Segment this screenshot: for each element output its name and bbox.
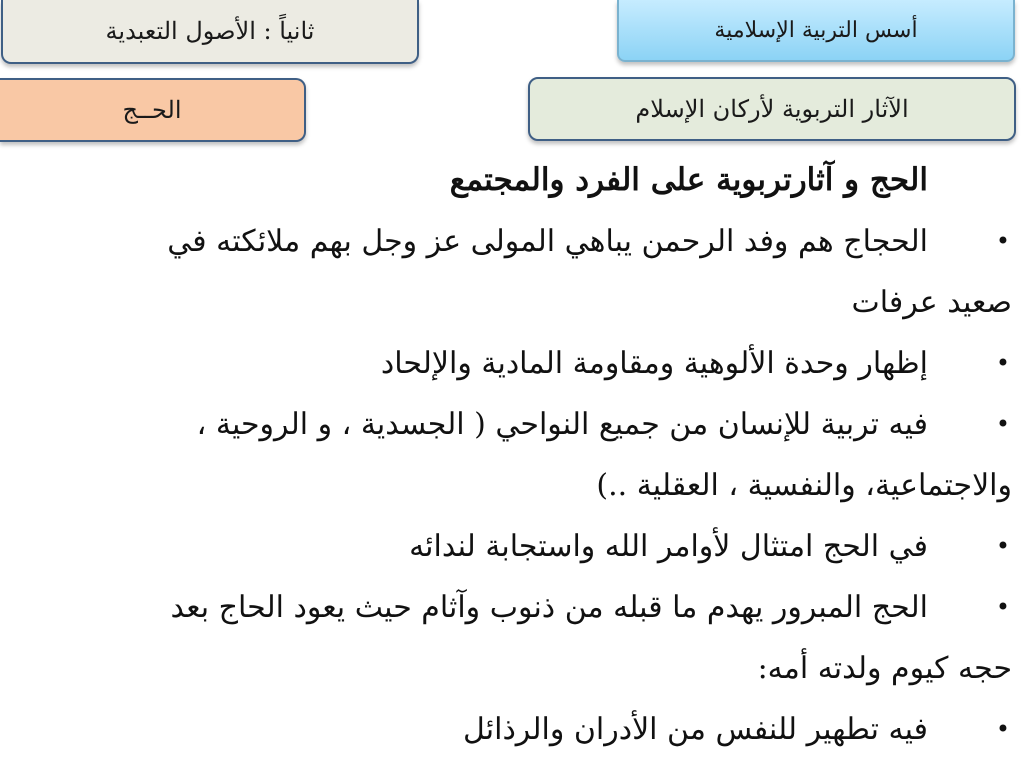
content-heading: الحج و آثارتربوية على الفرد والمجتمع	[449, 162, 928, 198]
bullet-dot: •	[995, 715, 1010, 743]
bullet-dot: •	[995, 593, 1010, 621]
bullet-text: فيه تربية للإنسان من جميع النواحي ( الجسدية ، و الروحية ،	[196, 407, 928, 442]
bullet-item	[46, 516, 1012, 577]
bullet-text: فيه تطهير للنفس من الأدران والرذائل	[463, 712, 928, 747]
topic-title: الحــج	[122, 96, 182, 124]
book-title-box	[617, 0, 1015, 62]
bullet-item	[46, 211, 1012, 333]
bullet-dot: •	[995, 227, 1010, 255]
bullet-item	[46, 394, 1012, 516]
bullet-list	[46, 211, 1012, 760]
bullet-text: إظهار وحدة الألوهية ومقاومة المادية والإلحاد	[380, 346, 928, 381]
bullet-text: الحج المبرور يهدم ما قبله من ذنوب وآثام حيث يعود الحاج بعد	[170, 590, 928, 625]
bullet-dot: •	[995, 349, 1010, 377]
bullet-text: في الحج امتثال لأوامر الله واستجابة لندائه	[409, 529, 928, 564]
slide-content	[46, 150, 1012, 760]
bullet-item	[46, 333, 1012, 394]
unit-title: ثانياً : الأصول التعبدية	[105, 17, 315, 45]
bullet-dot: •	[995, 410, 1010, 438]
bullet-text-continued: والاجتماعية، والنفسية ، العقلية ..)	[596, 468, 1012, 503]
bullet-text-continued: صعيد عرفات	[851, 285, 1012, 320]
bullet-dot: •	[995, 532, 1010, 560]
lesson-title-box	[528, 77, 1016, 141]
unit-title-box	[1, 0, 419, 64]
topic-title-box	[0, 78, 306, 142]
book-title: أسس التربية الإسلامية	[714, 17, 918, 43]
bullet-text-continued: حجه كيوم ولدته أمه:	[757, 651, 1012, 686]
bullet-item	[46, 577, 1012, 699]
bullet-text: الحجاج هم وفد الرحمن يباهي المولى عز وجل بهم ملائكته في	[167, 224, 928, 259]
lesson-title: الآثار التربوية لأركان الإسلام	[635, 95, 909, 123]
bullet-item	[46, 699, 1012, 760]
